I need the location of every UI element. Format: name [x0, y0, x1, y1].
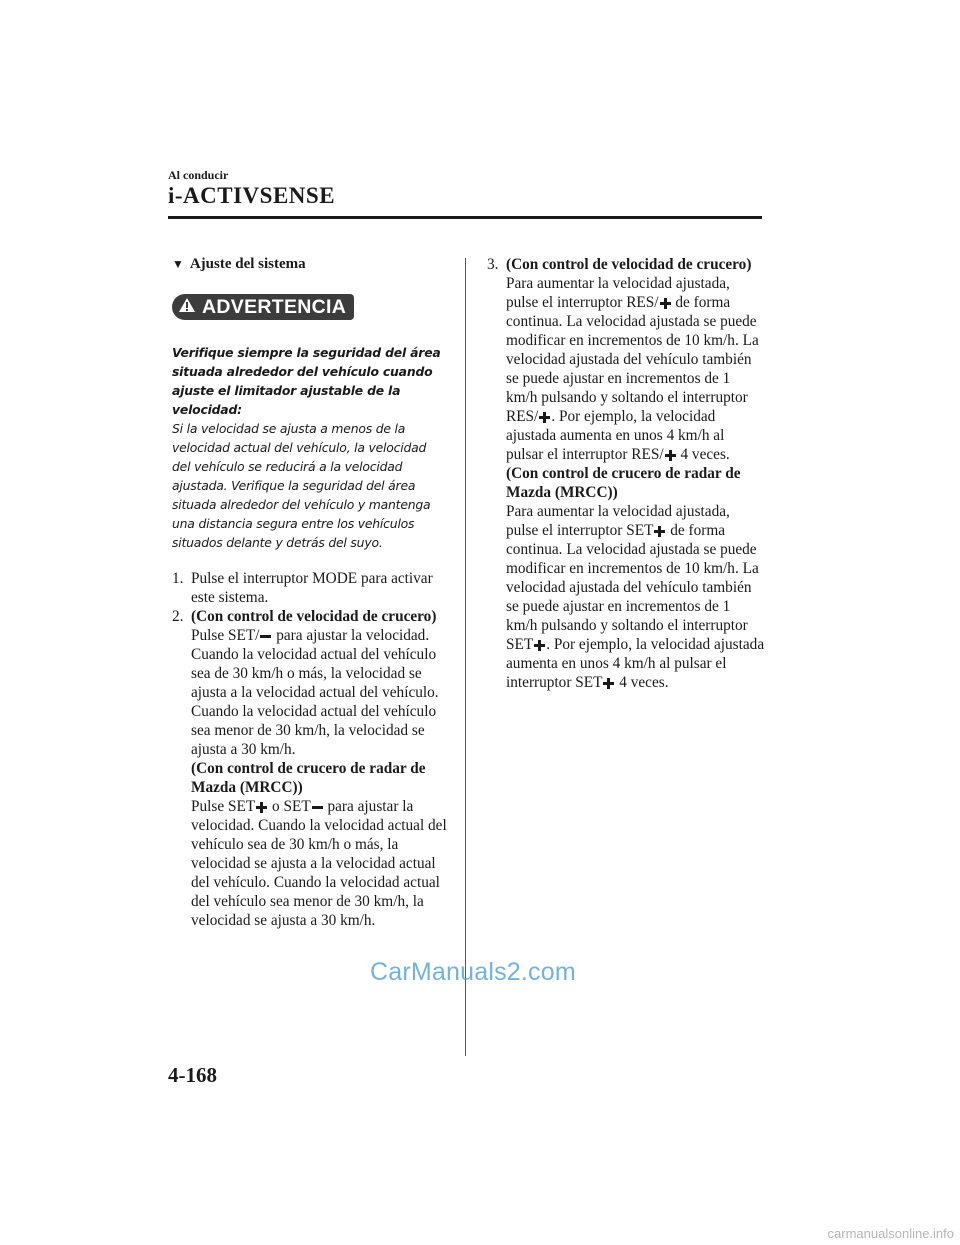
text-segment: de forma continua. La velocidad ajustada se puede modificar en incrementos de 10 km/h. La velocidad ajustada del vehículo también se puede ajustar en incrementos de 1 km/h pulsando y soltando el interruptor RES/ [506, 294, 759, 425]
step-3-heading-mrcc: (Con control de crucero de radar de Mazda (MRCC)) [506, 465, 741, 501]
plus-icon [539, 412, 550, 423]
warning-text [172, 343, 447, 552]
triangle-down-icon: ▼ [172, 257, 184, 271]
step-3-text-mrcc [506, 502, 765, 692]
step-number: 1. [172, 570, 184, 587]
step-1 [172, 569, 447, 607]
step-2-heading-mrcc: (Con control de crucero de radar de Mazda (MRCC)) [191, 760, 426, 796]
plus-icon [603, 678, 614, 689]
text-segment: Pulse SET [191, 798, 256, 815]
plus-icon [654, 526, 665, 537]
warning-body-text: Si la velocidad se ajusta a menos de la velocidad actual del vehículo, la velocidad del vehículo se reducirá a la velocidad ajustada. Verifique la seguridad del área situada alrededor del vehículo y mantenga una distancia segura entre los vehículos situados delante y detrás del suyo. [172, 421, 431, 550]
step-2-heading-cruise: (Con control de velocidad de crucero) [191, 608, 437, 625]
page-number: 4-168 [168, 1063, 217, 1087]
step-2-text-cruise [191, 626, 447, 759]
text-segment: para ajustar la velocidad. Cuando la velocidad actual del vehículo sea de 30 km/h o más, la velocidad se ajusta a la velocidad actual del vehículo. Cuando la velocidad actual del vehículo sea menor de 30 km/h, la velocidad se ajusta a 30 km/h. [191, 627, 439, 758]
page-title: i-ACTIVSENSE [168, 183, 336, 208]
step-number: 2. [172, 608, 184, 625]
steps-list-right [487, 255, 765, 692]
minus-icon [312, 802, 323, 813]
plus-icon [665, 450, 676, 461]
plus-icon [660, 298, 671, 309]
section-heading-text: Ajuste del sistema [189, 256, 306, 272]
text-segment: Para aumentar la velocidad ajustada, pulse el interruptor SET [506, 503, 730, 539]
step-3 [487, 255, 765, 692]
section-label: Al conducir [168, 168, 229, 182]
right-column [487, 255, 765, 692]
step-3-heading-cruise: (Con control de velocidad de crucero) [506, 256, 752, 273]
watermark-center: CarManuals2.com [370, 958, 576, 986]
text-segment: para ajustar la velocidad. Cuando la velocidad actual del vehículo sea de 30 km/h o más, la velocidad se ajusta a la velocidad actual del vehículo. Cuando la velocidad actual del vehículo sea menor de 30 km/h, la velocidad se ajusta a 30 km/h. [191, 798, 447, 929]
step-1-text: Pulse el interruptor MODE para activar este sistema. [191, 570, 433, 606]
left-column [172, 255, 447, 930]
step-2 [172, 607, 447, 930]
text-segment: de forma continua. La velocidad ajustada se puede modificar en incrementos de 10 km/h. La velocidad ajustada del vehículo también se puede ajustar en incrementos de 1 km/h pulsando y soltando el interruptor SET [506, 522, 759, 653]
warning-label: ADVERTENCIA [202, 295, 347, 318]
text-segment: Pulse SET/ [191, 627, 260, 644]
header-rule [168, 216, 762, 219]
warning-bold-text: Verifique siempre la seguridad del área situada alrededor del vehículo cuando ajuste el limitador ajustable de la velocidad: [172, 345, 441, 417]
plus-icon [256, 802, 267, 813]
text-segment: . Por ejemplo, la velocidad ajustada aumenta en unos 4 km/h al pulsar el interruptor SET [506, 636, 765, 691]
text-segment: . Por ejemplo, la velocidad ajustada aumenta en unos 4 km/h al pulsar el interruptor RES/ [506, 408, 725, 463]
step-2-text-mrcc [191, 797, 447, 930]
steps-list-left [172, 569, 447, 930]
watermark-footer: carmanualsonline.info [827, 1226, 954, 1241]
step-number: 3. [487, 256, 499, 273]
step-3-text-cruise [506, 274, 765, 464]
minus-icon [260, 631, 271, 642]
column-divider [465, 258, 466, 1056]
text-segment: Para aumentar la velocidad ajustada, pulse el interruptor RES/ [506, 275, 730, 311]
warning-badge [172, 294, 354, 320]
text-segment: 4 veces. [676, 446, 730, 463]
text-segment: 4 veces. [615, 674, 669, 691]
text-segment: o SET [268, 798, 311, 815]
section-heading [172, 255, 447, 274]
warning-triangle-icon [178, 297, 196, 317]
plus-icon [534, 640, 545, 651]
